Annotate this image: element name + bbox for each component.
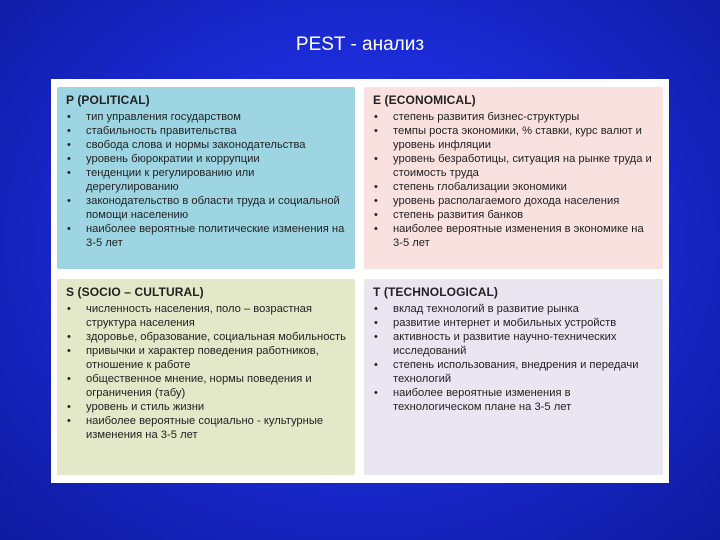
list-item: • законодательство в области труда и социальной помощи населению	[66, 194, 347, 222]
list-item: • степень развития банков	[373, 208, 655, 222]
quadrant-heading: E (ECONOMICAL)	[373, 93, 476, 107]
list-item: • здоровье, образование, социальная мобильность	[66, 330, 347, 344]
quadrant-heading: T (TECHNOLOGICAL)	[373, 285, 499, 299]
factor-list	[373, 302, 655, 414]
list-item: • наиболее вероятные политические изменения на 3-5 лет	[66, 222, 347, 250]
list-item: • активность и развитие научно-технических исследований	[373, 330, 655, 358]
factor-list	[66, 302, 347, 442]
list-item: • наиболее вероятные изменения в экономике на 3-5 лет	[373, 222, 655, 250]
pest-matrix	[51, 79, 669, 483]
quadrant-economical	[364, 87, 663, 269]
factor-list	[373, 110, 655, 250]
list-item: • тенденции к регулированию или дерегулированию	[66, 166, 347, 194]
list-item: • уровень бюрократии и коррупции	[66, 152, 347, 166]
list-item: • уровень располагаемого дохода населения	[373, 194, 655, 208]
list-item: • развитие интернет и мобильных устройств	[373, 316, 655, 330]
quadrant-political	[57, 87, 355, 269]
list-item: • вклад технологий в развитие рынка	[373, 302, 655, 316]
list-item: • степень развития бизнес-структуры	[373, 110, 655, 124]
factor-list	[66, 110, 347, 250]
quadrant-socio-cultural	[57, 279, 355, 475]
list-item: • степень глобализации экономики	[373, 180, 655, 194]
list-item: • общественное мнение, нормы поведения и ограничения (табу)	[66, 372, 347, 400]
list-item: • уровень и стиль жизни	[66, 400, 347, 414]
list-item: • свобода слова и нормы законодательства	[66, 138, 347, 152]
list-item: • уровень безработицы, ситуация на рынке труда и стоимость труда	[373, 152, 655, 180]
list-item: • стабильность правительства	[66, 124, 347, 138]
list-item: • темпы роста экономики, % ставки, курс валют и уровень инфляции	[373, 124, 655, 152]
list-item: • степень использования, внедрения и передачи технологий	[373, 358, 655, 386]
list-item: • привычки и характер поведения работников, отношение к работе	[66, 344, 347, 372]
list-item: • численность населения, поло – возрастная структура населения	[66, 302, 347, 330]
list-item: • наиболее вероятные социально - культурные изменения на 3-5 лет	[66, 414, 347, 442]
quadrant-technological	[364, 279, 663, 475]
list-item: • наиболее вероятные изменения в технологическом плане на 3-5 лет	[373, 386, 655, 414]
quadrant-heading: P (POLITICAL)	[66, 93, 150, 107]
list-item: • тип управления государством	[66, 110, 347, 124]
slide-title: PEST - анализ	[295, 34, 425, 55]
quadrant-heading: S (SOCIO – CULTURAL)	[66, 285, 204, 299]
